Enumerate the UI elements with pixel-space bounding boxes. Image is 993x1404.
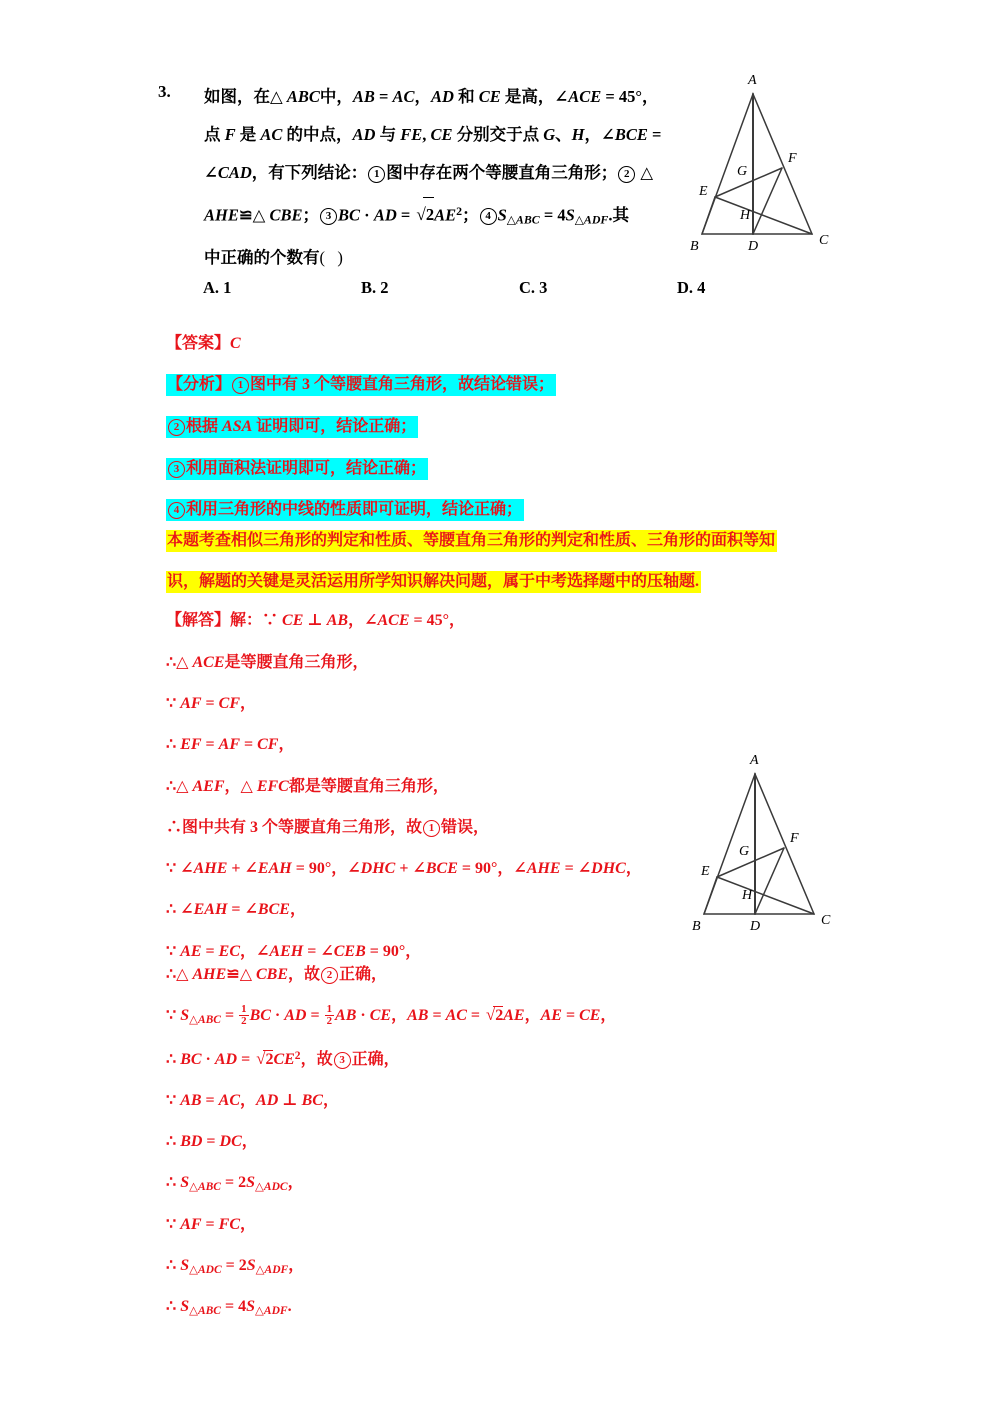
question-line-4: AHE≌△ CBE； 3 BC · AD = √ $2AE^2$； 4 $S_{\triangle ABC} = 4S_{\triangle ADF}$.其 — [204, 192, 704, 239]
option-c[interactable]: C. 3 — [519, 278, 548, 297]
segment-eb-path — [702, 197, 715, 234]
summary-text-1: 本题考查相似三角形的判定和性质、等腰直角三角形的判定和性质、三角形的面积等知 — [166, 530, 777, 552]
question-line-1: 如图，在△ ABC中，AB = AC，AD 和 CE 是高，∠ACE = 45°， — [204, 87, 659, 106]
circled-4: 4 — [480, 208, 497, 225]
question-line-2: 点 F 是 AC 的中点，AD 与 FE, CE 分别交于点 G、H，∠BCE = — [204, 125, 662, 144]
option-b[interactable]: B. 2 — [361, 278, 389, 297]
analysis-circled-1: 1 — [232, 377, 249, 394]
solution-line-5: ∴图中共有 3 个等腰直角三角形，故 1 错误， — [166, 819, 490, 836]
circled-3: 3 — [320, 208, 337, 225]
label-e: E — [699, 184, 708, 199]
solution-line-6: ∵ ∠AHE + ∠EAH = 90°，∠DHC + ∠BCE = 90°，∠AHE = ∠DHC， — [166, 860, 642, 877]
option-a[interactable]: A. 1 — [203, 278, 232, 297]
solution-line-4: ∴△ AEF，△ EFC都是等腰直角三角形， — [166, 778, 449, 795]
question-number: 3. — [158, 82, 171, 101]
altitude-ce-path — [715, 197, 812, 234]
question-line-3: ∠CAD，有下列结论： 1 图中存在两个等腰直角三角形； 2 △ — [204, 163, 654, 182]
question-text — [204, 78, 704, 277]
solution-circled-1: 1 — [423, 820, 440, 837]
solution-bracket: 【解答】 — [166, 612, 231, 629]
solution-lead-line: 【解答】解：∵ CE ⊥ AB，∠ACE = 45°， — [166, 612, 466, 629]
summary-text-2: 识，解题的关键是灵活运用所学知识解决问题，属于中考选择题中的压轴题. — [166, 571, 701, 593]
summary-line-1 — [166, 531, 777, 550]
circled-2: 2 — [618, 166, 635, 183]
analysis-line-2: 2 根据 ASA 证明即可，结论正确； — [166, 417, 418, 436]
solution-line-8: ∵ AE = EC，∠AEH = ∠CEB = 90°， — [166, 943, 422, 960]
solution-line-14: ∴ $S_{\triangle ABC} = 2S_{\triangle ADC}$， — [166, 1174, 304, 1194]
label-b-2: B — [692, 919, 701, 934]
triangle-diagram-svg-2 — [684, 742, 844, 937]
solution-line-10: ∵ $S_{\triangle ABC}$ = $\frac{1}{2}$ BC · AD = $\frac{1}{2}$ AB · CE，AB = AC = √ 2AE，AE = CE， — [166, 1003, 617, 1028]
label-h: H — [740, 208, 751, 223]
answer-value: C — [230, 335, 241, 352]
summary-line-2 — [166, 572, 701, 591]
analysis-circled-3: 3 — [168, 461, 185, 478]
solution-line-17: ∴ $S_{\triangle ABC} = 4S_{\triangle ADF}$. — [166, 1298, 292, 1318]
altitude-ce-path-2 — [717, 877, 814, 914]
analysis-bracket: 【分析】 — [167, 376, 232, 393]
analysis-line-3: 3 利用面积法证明即可，结论正确； — [166, 459, 428, 478]
label-b: B — [690, 239, 699, 254]
solution-line-1: ∴△ ACE是等腰直角三角形， — [166, 654, 369, 671]
geometry-figure-top — [682, 62, 842, 257]
solution-line-16: ∴ $S_{\triangle ADC} = 2S_{\triangle ADF}$， — [166, 1257, 305, 1277]
label-e-2: E — [701, 864, 710, 879]
label-c: C — [819, 233, 829, 248]
label-a: A — [748, 73, 757, 88]
answer-bracket: 【答案】 — [166, 335, 231, 352]
label-g: G — [737, 164, 748, 179]
solution-line-2: ∵ AF = CF， — [166, 695, 257, 712]
solution-line-9: ∴△ AHE≌△ CBE，故 2 正确， — [166, 966, 388, 983]
label-h-2: H — [742, 888, 753, 903]
analysis-circled-4: 4 — [168, 502, 185, 519]
analysis-line-4: 4 利用三角形的中线的性质即可证明，结论正确； — [166, 500, 524, 519]
options-row — [203, 278, 763, 298]
solution-line-15: ∵ AF = FC， — [166, 1216, 257, 1233]
label-f-2: F — [790, 831, 799, 846]
label-c-2: C — [821, 913, 831, 928]
label-f: F — [788, 151, 797, 166]
analysis-line-1: 【分析】 1 图中有 3 个等腰直角三角形，故结论错误； — [166, 375, 556, 394]
question-line-5: 中正确的个数有( ) — [204, 247, 343, 267]
solution-line-3: ∴ EF = AF = CF， — [166, 736, 295, 753]
analysis-circled-2: 2 — [168, 419, 185, 436]
answer-line — [166, 334, 241, 353]
solution-line-7: ∴ ∠EAH = ∠BCE， — [166, 901, 306, 918]
triangle-diagram-svg — [682, 62, 842, 257]
solution-line-11: ∴ BC · AD = √ $2CE^2$，故 3 正确， — [166, 1049, 400, 1068]
label-d-2: D — [750, 919, 761, 934]
geometry-figure-bottom — [684, 742, 844, 937]
label-a-2: A — [750, 753, 759, 768]
solution-line-12: ∵ AB = AC，AD ⊥ BC， — [166, 1092, 339, 1109]
segment-eb-path-2 — [704, 877, 717, 914]
solution-line-13: ∴ BD = DC， — [166, 1133, 258, 1150]
solution-circled-2: 2 — [321, 967, 338, 984]
label-d: D — [748, 239, 759, 254]
option-d[interactable]: D. 4 — [677, 278, 706, 297]
circled-1: 1 — [368, 166, 385, 183]
label-g-2: G — [739, 844, 750, 859]
solution-circled-3: 3 — [334, 1052, 351, 1069]
